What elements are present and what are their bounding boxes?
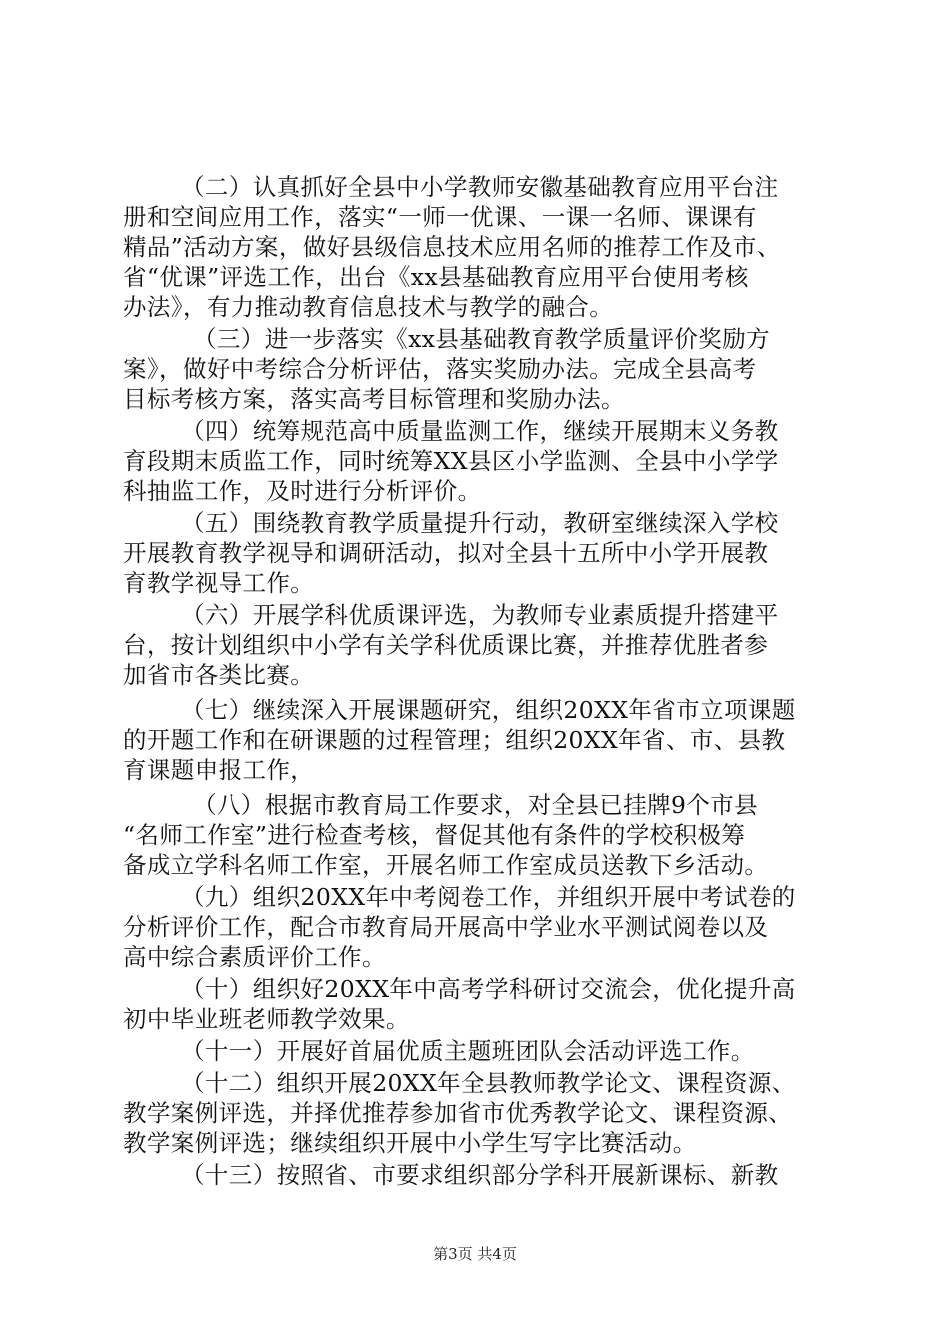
paragraph-line: （三）进一步落实《xx县基础教育教学质量评价奖励方 xyxy=(193,325,771,353)
paragraph-line: 台，按计划组织中小学有关学科优质课比赛，并推荐优胜者参 xyxy=(123,631,769,659)
paragraph-line: 的开题工作和在研课题的过程管理；组织20XX年省、市、县教 xyxy=(123,726,786,754)
paragraph-line: （二）认真抓好全县中小学教师安徽基础教育应用平台注 xyxy=(181,173,779,201)
paragraph-line: 目标考核方案，落实高考目标管理和奖励办法。 xyxy=(123,385,625,413)
paragraph-5 xyxy=(123,508,843,598)
paragraph-line: 加省市各类比赛。 xyxy=(123,661,315,689)
paragraph-line: （九）组织20XX年中考阅卷工作，并组织开展中考试卷的 xyxy=(181,883,796,911)
paragraph-line: 开展教育教学视导和调研活动，拟对全县十五所中小学开展教 xyxy=(123,539,769,567)
paragraph-line: 省“优课”评选工作，出台《xx县基础教育应用平台使用考核 xyxy=(123,263,749,291)
document-body xyxy=(123,172,843,1190)
paragraph-4 xyxy=(123,416,843,506)
paragraph-13 xyxy=(123,1160,843,1190)
paragraph-10 xyxy=(123,974,843,1034)
paragraph-6 xyxy=(123,600,843,690)
paragraph-11 xyxy=(123,1036,843,1066)
paragraph-line: （六）开展学科优质课评选，为教师专业素质提升搭建平 xyxy=(181,601,779,629)
paragraph-line: （十三）按照省、市要求组织部分学科开展新课标、新教 xyxy=(181,1161,779,1189)
paragraph-line: 初中毕业班老师教学效果。 xyxy=(123,1005,410,1033)
paragraph-line: 精品”活动方案，做好县级信息技术应用名师的推荐工作及市、 xyxy=(123,233,781,261)
paragraph-line: 育段期末质监工作，同时统筹XX县区小学监测、全县中小学学 xyxy=(123,447,779,475)
paragraph-7 xyxy=(123,695,843,785)
paragraph-line: （十）组织好20XX年中高考学科研讨交流会，优化提升高 xyxy=(181,975,796,1003)
paragraph-line: （八）根据市教育局工作要求，对全县已挂牌9个市县 xyxy=(193,791,759,819)
paragraph-2 xyxy=(123,172,843,322)
paragraph-line: 册和空间应用工作，落实“一师一优课、一课一名师、课课有 xyxy=(123,203,757,231)
paragraph-line: （十二）组织开展20XX年全县教师教学论文、课程资源、 xyxy=(181,1069,796,1097)
paragraph-3 xyxy=(123,324,843,414)
paragraph-line: 教学案例评选；继续组织开展中小学生写字比赛活动。 xyxy=(123,1129,697,1157)
paragraph-line: “名师工作室”进行检查考核，督促其他有条件的学校积极筹 xyxy=(123,821,746,849)
paragraph-line: 育教学视导工作。 xyxy=(123,569,315,597)
paragraph-line: （四）统筹规范高中质量监测工作，继续开展期末义务教 xyxy=(181,417,779,445)
paragraph-line: 科抽监工作，及时进行分析评价。 xyxy=(123,477,482,505)
paragraph-12 xyxy=(123,1068,843,1158)
paragraph-line: 备成立学科名师工作室，开展名师工作室成员送教下乡活动。 xyxy=(123,851,769,879)
paragraph-line: 教学案例评选，并择优推荐参加省市优秀教学论文、课程资源、 xyxy=(123,1099,793,1127)
paragraph-line: （七）继续深入开展课题研究，组织20XX年省市立项课题 xyxy=(181,696,796,724)
paragraph-line: 案》，做好中考综合分析评估，落实奖励办法。完成全县高考 xyxy=(123,355,757,383)
paragraph-line: 办法》，有力推动教育信息技术与教学的融合。 xyxy=(123,293,614,321)
paragraph-8 xyxy=(123,790,843,880)
paragraph-line: （五）围绕教育教学质量提升行动，教研室继续深入学校 xyxy=(181,509,779,537)
paragraph-9 xyxy=(123,882,843,972)
page-number-footer: 第3页 共4页 xyxy=(433,1245,517,1263)
paragraph-line: 高中综合素质评价工作。 xyxy=(123,943,386,971)
paragraph-line: （十一）开展好首届优质主题班团队会活动评选工作。 xyxy=(181,1037,755,1065)
paragraph-line: 育课题申报工作， xyxy=(123,756,315,784)
paragraph-line: 分析评价工作，配合市教育局开展高中学业水平测试阅卷以及 xyxy=(123,913,769,941)
